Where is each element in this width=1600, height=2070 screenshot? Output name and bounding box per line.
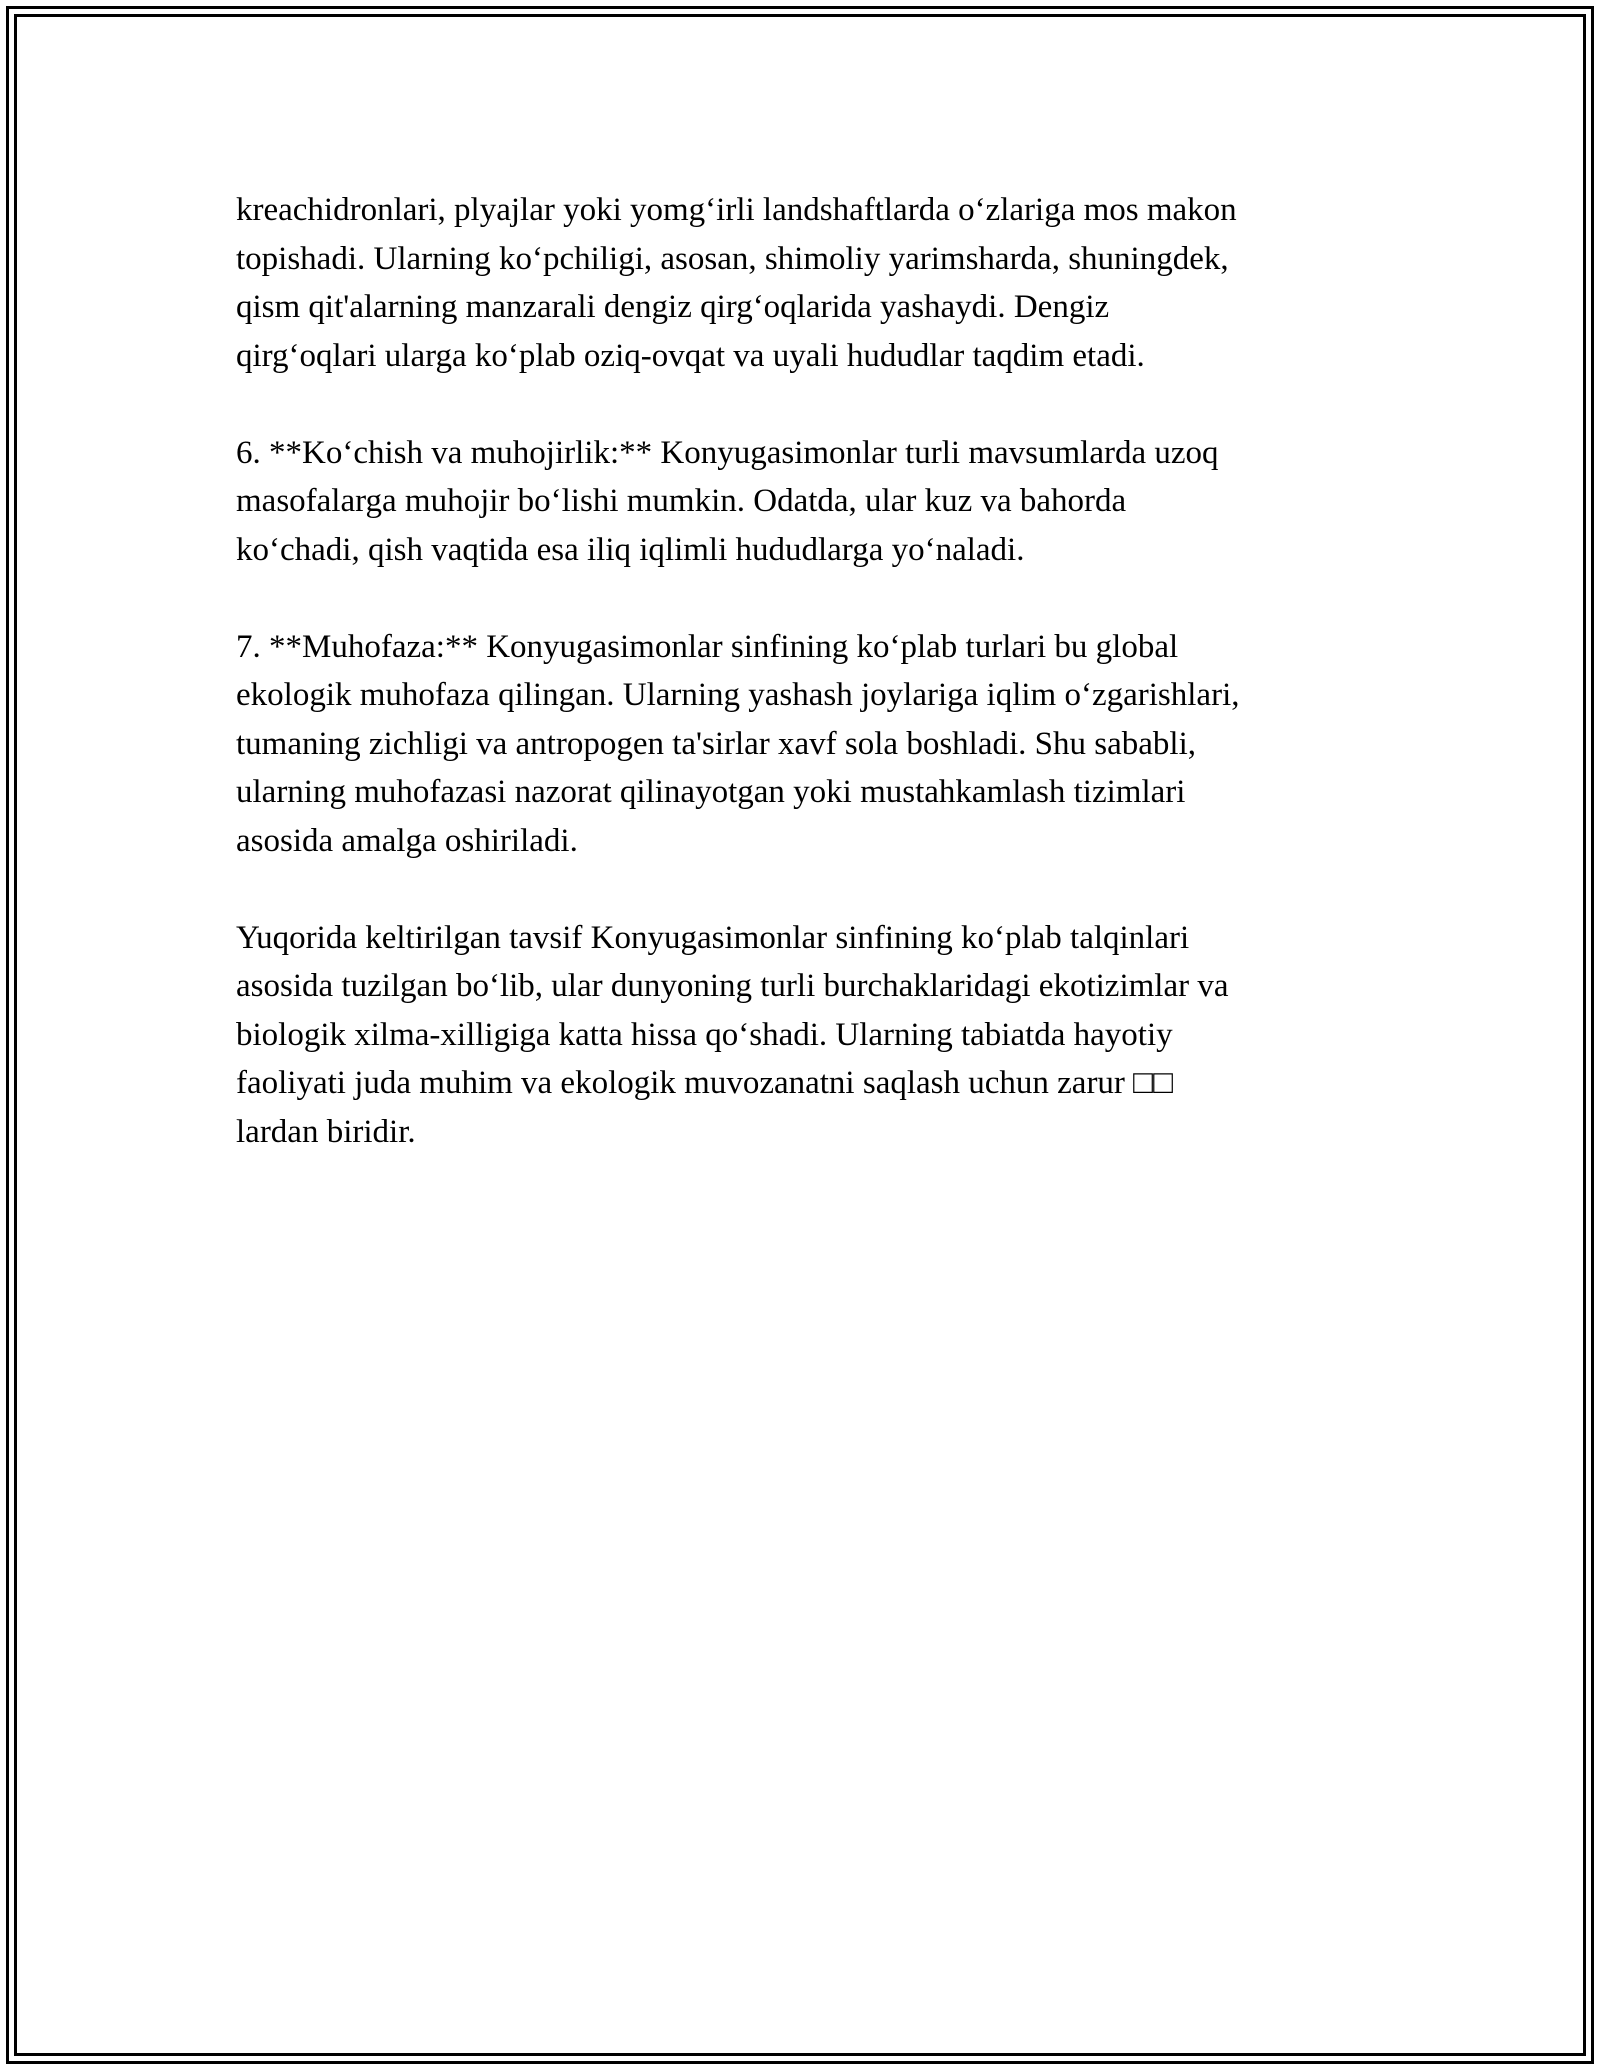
- paragraph-conclusion: Yuqorida keltirilgan tavsif Konyugasimonlar sinfining ko‘plab talqinlari asosida tuzilgan bo‘lib, ular dunyoning turli burchaklaridagi ekotizimlar va biologik xilma-xilligiga katta hissa qo‘shadi. Ularning tabiatda hayotiy faoliyati juda muhim va ekologik muvozanatni saqlash uchun zarur □□ lardan biridir.: [236, 919, 1229, 1150]
- paragraph-habitat: kreachidronlari, plyajlar yoki yomg‘irli landshaftlarda o‘zlariga mos makon topishadi. Ularning ko‘pchiligi, asosan, shimoliy yarimsharda, shuningdek, qism qit'alarning manzarali dengiz qirg‘oqlarida yashaydi. Dengiz qirg‘oqlari ularga ko‘plab oziq-ovqat va uyali hududlar taqdim etadi.: [236, 192, 1237, 374]
- paragraph-protection: 7. **Muhofaza:** Konyugasimonlar sinfining ko‘plab turlari bu global ekologik muhofaza qilingan. Ularning yashash joylariga iqlim o‘zgarishlari, tumaning zichligi va antropogen ta'sirlar xavf sola boshladi. Shu sababli, ularning muhofazasi nazorat qilinayotgan yoki mustahkamlash tizimlari asosida amalga oshiriladi.: [236, 628, 1240, 859]
- paragraph-migration: 6. **Ko‘chish va muhojirlik:** Konyugasimonlar turli mavsumlarda uzoq masofalarga muhojir bo‘lishi mumkin. Odatda, ular kuz va bahorda ko‘chadi, qish vaqtida esa iliq iqlimli hududlarga yo‘naladi.: [236, 434, 1219, 568]
- document-body: [236, 186, 1366, 1205]
